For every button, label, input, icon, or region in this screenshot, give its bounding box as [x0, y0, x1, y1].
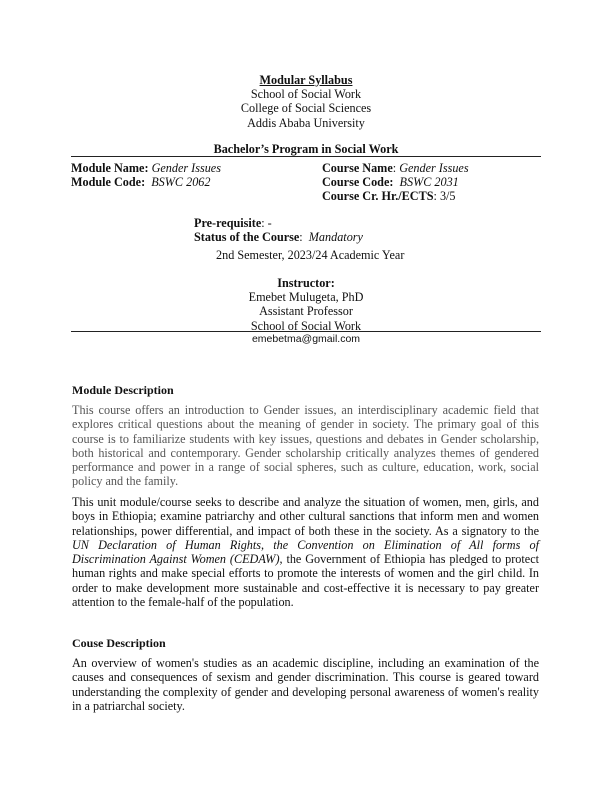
status-line [194, 230, 363, 244]
status-sep: : [299, 230, 303, 244]
title-block [0, 73, 612, 130]
module-description-para2 [72, 495, 539, 609]
course-description-heading: Couse Description [72, 636, 166, 650]
module-code-value: BSWC 2062 [151, 175, 211, 189]
module-code-label: Module Code: [71, 175, 146, 189]
status-label: Status of the Course [194, 230, 300, 244]
para2-end: , the Government of Ethiopia has pledged to protect human rights and make special efforts to promote the interests of women and the girl child. In order to make development more sustainable and cost-effective it is necessary to pay greater attention to the female-half of the population. [72, 552, 539, 610]
prerequisite-line [194, 216, 272, 230]
course-credit-line [322, 189, 456, 203]
course-credit-value: 3/5 [439, 189, 456, 203]
module-name-line [71, 161, 221, 175]
module-name-value: Gender Issues [151, 161, 221, 175]
prerequisite-label: Pre-requisite [194, 216, 262, 230]
instructor-name: Emebet Mulugeta, PhD [248, 290, 364, 305]
instructor-email[interactable]: emebetma@gmail.com [251, 333, 361, 345]
instructor-title: Assistant Professor [259, 304, 353, 319]
course-name-line [322, 161, 469, 175]
course-credit-sep: : [433, 189, 437, 203]
divider-top [71, 156, 541, 157]
university-name: Addis Ababa University [247, 115, 365, 130]
instructor-block [0, 276, 612, 333]
module-code-line [71, 175, 210, 189]
document-title: Modular Syllabus [259, 73, 353, 87]
course-code-line [322, 175, 459, 189]
course-credit-label: Course Cr. Hr./ECTS [322, 189, 434, 203]
course-code-label: Course Code: [322, 175, 394, 189]
module-name-label: Module Name: [71, 161, 149, 175]
course-description-para: An overview of women's studies as an academic discipline, including an examination of the causes and consequences of sexism and gender discrimination. This course is geared toward understanding the complexity of gender and developing personal awareness of women's reality in a patriarchal society. [72, 656, 539, 713]
course-code-value: BSWC 2031 [399, 175, 459, 189]
divider-bottom [71, 331, 541, 332]
status-value: Mandatory [308, 230, 363, 244]
college-name: College of Social Sciences [240, 101, 372, 116]
course-name-sep: : [392, 161, 397, 175]
course-name-label: Course Name [322, 161, 393, 175]
course-name-value: Gender Issues [399, 161, 469, 175]
school-name: School of Social Work [250, 87, 362, 102]
program-title: Bachelor’s Program in Social Work [213, 142, 399, 156]
para2-start: This unit module/course seeks to describe and analyze the situation of women, men, girls, and boys in Ethiopia; examine patriarchy and other cultural sanctions that inform men and women relationships, power differential, and impact of both these in the society. As a signatory to the [72, 495, 539, 538]
instructor-label: Instructor: [277, 276, 335, 290]
para2-italic: UN Declaration of Human Rights, the Convention on Elimination of All forms of Discrimination Against Women (CEDAW) [72, 537, 539, 567]
semester-line: 2nd Semester, 2023/24 Academic Year [216, 248, 405, 262]
prerequisite-value: : - [261, 216, 272, 230]
module-description-heading: Module Description [72, 383, 174, 397]
instructor-school: School of Social Work [250, 318, 362, 333]
module-description-para1: This course offers an introduction to Gender issues, an interdisciplinary academic field that explores critical questions about the meaning of gender in society. The primary goal of this course is to familiarize students with key issues, questions and debates in Gender scholarship, both historical and contemporary. Gender scholarship critically analyzes themes of gendered performance and power in a range of social spheres, such as culture, education, work, social policy and the family. [72, 403, 539, 489]
